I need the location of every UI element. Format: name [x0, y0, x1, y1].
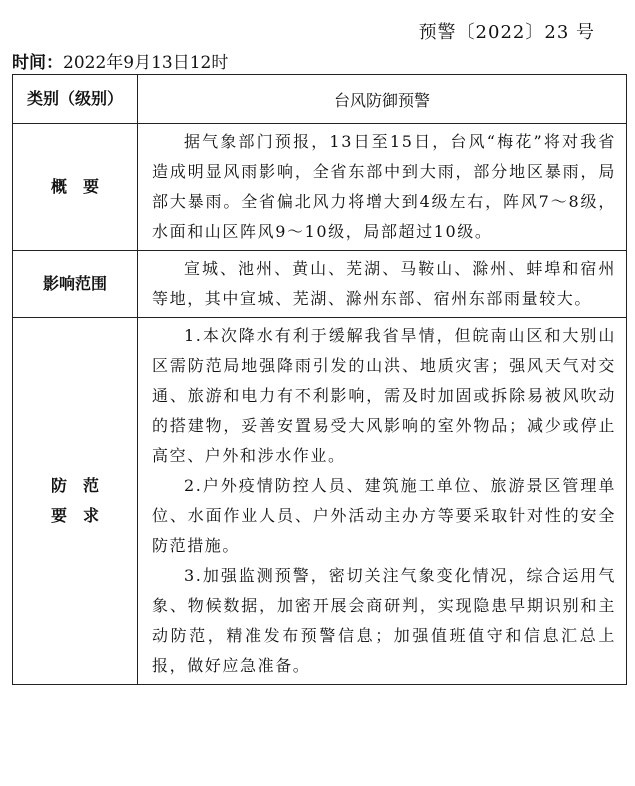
overview-content — [138, 124, 627, 251]
issue-time — [12, 48, 228, 73]
document-number: 预警〔2022〕23 号 — [418, 22, 595, 43]
warning-table — [12, 74, 627, 685]
issue-time-value: 2022年9月13日12时 — [63, 53, 229, 73]
table-header-row — [13, 75, 627, 124]
requirements-row — [13, 318, 627, 685]
category-header-cell: 类别（级别） — [13, 75, 138, 124]
requirement-item-1: 1.本次降水有利于缓解我省旱情，但皖南山区和大别山区需防范局地强降雨引发的山洪、地质灾害；强风天气对交通、旅游和电力有不利影响，需及时加固或拆除易被风吹动的搭建物，妥善安置易受大风影响的室外物品；减少或停止高空、户外和涉水作业。 — [152, 326, 616, 465]
requirement-item-3: 3.加强监测预警，密切关注气象变化情况，综合运用气象、物候数据，加密开展会商研判，实现隐患早期识别和主动防范，精准发布预警信息；加强值班值守和信息汇总上报，做好应急准备。 — [152, 566, 616, 675]
warning-type-cell: 台风防御预警 — [138, 75, 627, 124]
overview-row — [13, 124, 627, 251]
requirements-label — [13, 318, 138, 685]
requirements-label-line2: 要 求 — [50, 506, 99, 525]
impact-text: 宣城、池州、黄山、芜湖、马鞍山、滁州、蚌埠和宿州等地，其中宣城、芜湖、滁州东部、宿州东部雨量较大。 — [152, 259, 616, 308]
impact-label: 影响范围 — [13, 251, 138, 318]
issue-time-label: 时间： — [12, 53, 63, 73]
impact-row — [13, 251, 627, 318]
impact-content — [138, 251, 627, 318]
requirements-content — [138, 318, 627, 685]
overview-label: 概 要 — [13, 124, 138, 251]
requirements-label-line1: 防 范 — [50, 476, 99, 495]
requirement-item-2: 2.户外疫情防控人员、建筑施工单位、旅游景区管理单位、水面作业人员、户外活动主办方等要采取针对性的安全防范措施。 — [152, 476, 616, 555]
overview-text: 据气象部门预报，13日至15日，台风“梅花”将对我省造成明显风雨影响，全省东部中到大雨，部分地区暴雨，局部大暴雨。全省偏北风力将增大到4级左右，阵风7～8级，水面和山区阵风9～10级，局部超过10级。 — [152, 132, 616, 241]
